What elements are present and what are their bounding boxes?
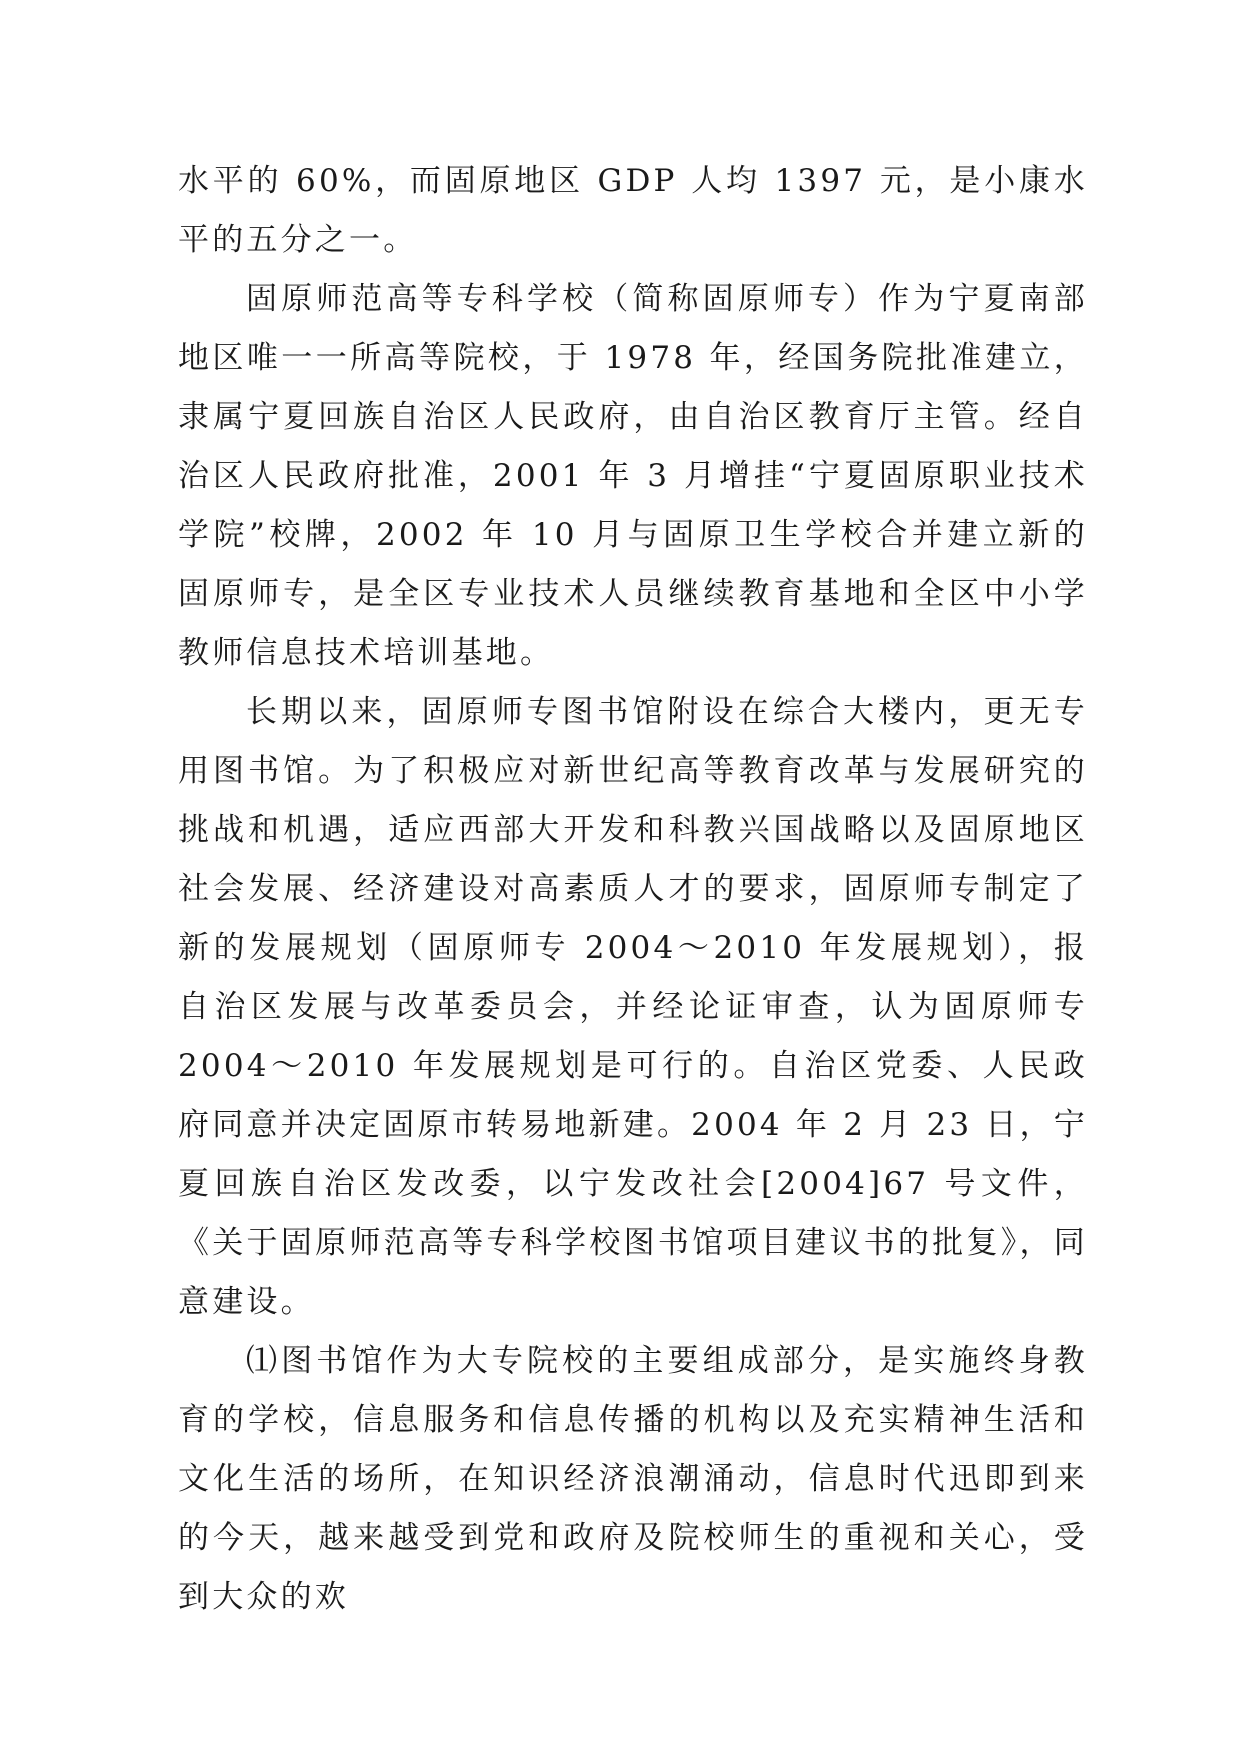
paragraph-library-background: 长期以来，固原师专图书馆附设在综合大楼内，更无专用图书馆。为了积极应对新世纪高等教育改革与发展研究的挑战和机遇，适应西部大开发和科教兴国战略以及固原地区社会发展、经济建设对高素质人才的要求，固原师专制定了新的发展规划（固原师专 2004～2010 年发展规划），报自治区发展与改革委员会，并经论证审查，认为固原师专 2004～2010 年发展规划是可行的。自治区党委、人民政府同意并决定固原市转易地新建。2004 年 2 月 23 日，宁夏回族自治区发改委，以宁发改社会[2004]67 号文件，《关于固原师范高等专科学校图书馆项目建议书的批复》，同意建设。 <box>178 694 1088 1320</box>
paragraph-continuation: 水平的 60%，而固原地区 GDP 人均 1397 元，是小康水平的五分之一。 <box>178 163 1088 258</box>
document-body <box>178 152 1088 1627</box>
paragraph-school-intro: 固原师范高等专科学校（简称固原师专）作为宁夏南部地区唯一一所高等院校，于 1978 年，经国务院批准建立，隶属宁夏回族自治区人民政府，由自治区教育厅主管。经自治区人民政府批准，2001 年 3 月增挂“宁夏固原职业技术学院”校牌，2002 年 10 月与固原卫生学校合并建立新的固原师专，是全区专业技术人员继续教育基地和全区中小学教师信息技术培训基地。 <box>178 281 1088 671</box>
paragraph-library-role: ⑴图书馆作为大专院校的主要组成部分，是实施终身教育的学校，信息服务和信息传播的机构以及充实精神生活和文化生活的场所，在知识经济浪潮涌动，信息时代迅即到来的今天，越来越受到党和政府及院校师生的重视和关心，受到大众的欢 <box>178 1343 1088 1615</box>
